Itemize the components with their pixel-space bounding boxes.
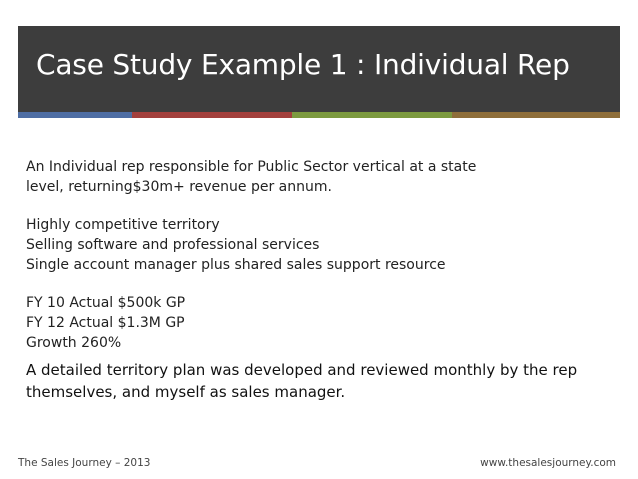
territory-line: Highly competitive territory xyxy=(26,217,220,233)
conclusion-line: themselves, and myself as sales manager. xyxy=(26,383,346,401)
accent-stripe-green xyxy=(292,112,452,118)
intro-line: level, returning$30m+ revenue per annum. xyxy=(26,179,332,195)
results-paragraph xyxy=(26,293,606,353)
territory-paragraph xyxy=(26,215,606,275)
accent-stripe-brown xyxy=(452,112,620,118)
results-line: Growth 260% xyxy=(26,335,122,351)
footer-website: www.thesalesjourney.com xyxy=(480,457,616,469)
territory-line: Selling software and professional services xyxy=(26,237,320,253)
accent-stripe-red xyxy=(132,112,292,118)
territory-line: Single account manager plus shared sales support resource xyxy=(26,257,446,273)
slide-title: Case Study Example 1 : Individual Rep xyxy=(36,48,570,81)
conclusion-line: A detailed territory plan was developed and reviewed monthly by the rep xyxy=(26,361,578,379)
accent-stripes xyxy=(18,112,620,118)
slide-body xyxy=(26,157,606,403)
conclusion-paragraph xyxy=(26,359,606,403)
accent-stripe-blue xyxy=(18,112,132,118)
intro-line: An Individual rep responsible for Public Sector vertical at a state xyxy=(26,159,477,175)
footer-copyright: The Sales Journey – 2013 xyxy=(18,457,151,469)
intro-paragraph xyxy=(26,157,606,197)
results-line: FY 10 Actual $500k GP xyxy=(26,295,186,311)
results-line: FY 12 Actual $1.3M GP xyxy=(26,315,185,331)
